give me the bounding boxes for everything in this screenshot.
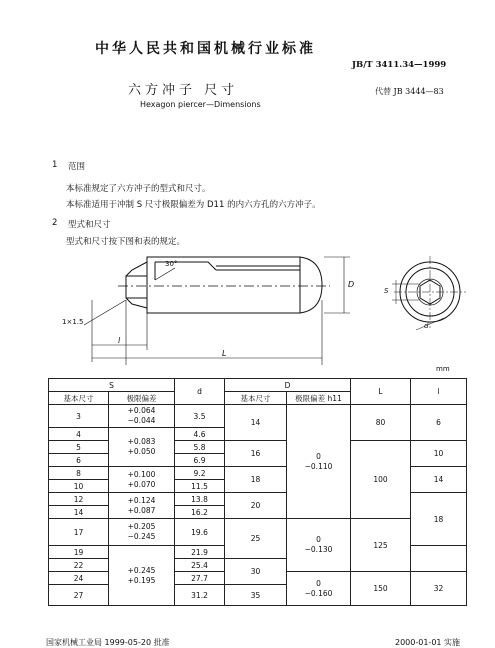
table-cell: 24 bbox=[49, 572, 109, 585]
table-cell bbox=[411, 546, 467, 572]
table-cell: 11.5 bbox=[175, 480, 225, 493]
section-1-title: 范围 bbox=[68, 162, 86, 172]
table-cell: 32 bbox=[411, 572, 467, 606]
table-cell: 9.2 bbox=[175, 467, 225, 480]
dim-D-label: D bbox=[348, 280, 355, 289]
table-cell: 13.8 bbox=[175, 493, 225, 506]
effective-date: 2000-01-01 实施 bbox=[395, 638, 461, 647]
angle-label: 30° bbox=[165, 260, 178, 268]
table-cell: 19.6 bbox=[175, 519, 225, 546]
table-cell: 17 bbox=[49, 519, 109, 546]
table-cell: 19 bbox=[49, 546, 109, 559]
table-cell: 10 bbox=[49, 480, 109, 493]
table-cell: 18 bbox=[225, 467, 287, 493]
table-cell: 0 −0.160 bbox=[287, 572, 351, 606]
table-unit: mm bbox=[436, 365, 450, 373]
dim-l-label: l bbox=[118, 336, 121, 345]
head-D-nom: 基本尺寸 bbox=[225, 392, 287, 405]
table-cell: 31.2 bbox=[175, 585, 225, 606]
approval-note: 国家机械工业局 1999-05-20 批准 bbox=[46, 638, 170, 647]
replaces-note: 代替 JB 3444—83 bbox=[375, 87, 444, 96]
section-2-line-1: 型式和尺寸按下图和表的规定。 bbox=[66, 237, 186, 247]
standard-org-title: 中华人民共和国机械行业标准 bbox=[95, 41, 316, 57]
table-cell: +0.245 +0.195 bbox=[109, 546, 175, 606]
section-1-line-1: 本标准规定了六方冲子的型式和尺寸。 bbox=[66, 184, 211, 194]
dimensions-table bbox=[48, 378, 467, 606]
table-cell: 18 bbox=[411, 493, 467, 546]
table-cell: 5 bbox=[49, 441, 109, 454]
chamfer-label: 1×1.5 bbox=[62, 318, 84, 326]
table-cell: 25.4 bbox=[175, 559, 225, 572]
section-1-line-2: 本标准适用于冲制 S 尺寸极限偏差为 D11 的内六方孔的六方冲子。 bbox=[66, 200, 321, 210]
table-cell: 35 bbox=[225, 585, 287, 606]
table-cell: 27.7 bbox=[175, 572, 225, 585]
section-1-number: 1 bbox=[52, 160, 58, 170]
table-cell: 0 −0.110 bbox=[287, 405, 351, 519]
table-cell: +0.124 +0.087 bbox=[109, 493, 175, 519]
standard-title: 六方冲子 尺寸 bbox=[128, 83, 239, 98]
head-L: L bbox=[351, 379, 411, 405]
table-cell: 80 bbox=[351, 405, 411, 441]
table-cell: 4 bbox=[49, 428, 109, 441]
table-cell: +0.100 +0.070 bbox=[109, 467, 175, 493]
table-cell: 6 bbox=[411, 405, 467, 441]
section-2-number: 2 bbox=[52, 218, 58, 228]
table-cell: 12 bbox=[49, 493, 109, 506]
table-cell: 4.6 bbox=[175, 428, 225, 441]
head-D: D bbox=[225, 379, 351, 392]
table-cell: 22 bbox=[49, 559, 109, 572]
table-cell: 21.9 bbox=[175, 546, 225, 559]
head-S: S bbox=[49, 379, 175, 392]
table-cell: 14 bbox=[225, 405, 287, 441]
table-cell: 16.2 bbox=[175, 506, 225, 519]
table-cell: 100 bbox=[351, 441, 411, 519]
head-S-tol: 极限偏差 bbox=[109, 392, 175, 405]
head-S-nom: 基本尺寸 bbox=[49, 392, 109, 405]
table-cell: 150 bbox=[351, 572, 411, 606]
table-cell: 3.5 bbox=[175, 405, 225, 428]
table-cell: 5.8 bbox=[175, 441, 225, 454]
section-2-title: 型式和尺寸 bbox=[68, 220, 111, 230]
dim-S-label: S bbox=[384, 287, 389, 295]
table-cell: +0.083 +0.050 bbox=[109, 428, 175, 467]
table-cell: 6 bbox=[49, 454, 109, 467]
table-cell: +0.205 −0.245 bbox=[109, 519, 175, 546]
english-title: Hexagon piercer—Dimensions bbox=[140, 100, 261, 109]
head-D-tol: 极限偏差 h11 bbox=[287, 392, 351, 405]
table-cell: 6.9 bbox=[175, 454, 225, 467]
standard-code: JB/T 3411.34—1999 bbox=[352, 60, 447, 70]
table-cell: 20 bbox=[225, 493, 287, 519]
table-cell: 14 bbox=[411, 467, 467, 493]
table-cell: 14 bbox=[49, 506, 109, 519]
table-cell: 8 bbox=[49, 467, 109, 480]
table-cell: 27 bbox=[49, 585, 109, 606]
table-cell: 16 bbox=[225, 441, 287, 467]
head-d: d bbox=[175, 379, 225, 405]
table-cell: 25 bbox=[225, 519, 287, 559]
table-cell: 125 bbox=[351, 519, 411, 572]
head-l: l bbox=[411, 379, 467, 405]
table-cell: 30 bbox=[225, 559, 287, 585]
table-cell: 3 bbox=[49, 405, 109, 428]
dim-d-label: d bbox=[424, 322, 429, 330]
table-cell: 10 bbox=[411, 441, 467, 467]
table-cell: +0.064 −0.044 bbox=[109, 405, 175, 428]
table-cell: 0 −0.130 bbox=[287, 519, 351, 572]
dim-L-label: L bbox=[222, 349, 227, 358]
